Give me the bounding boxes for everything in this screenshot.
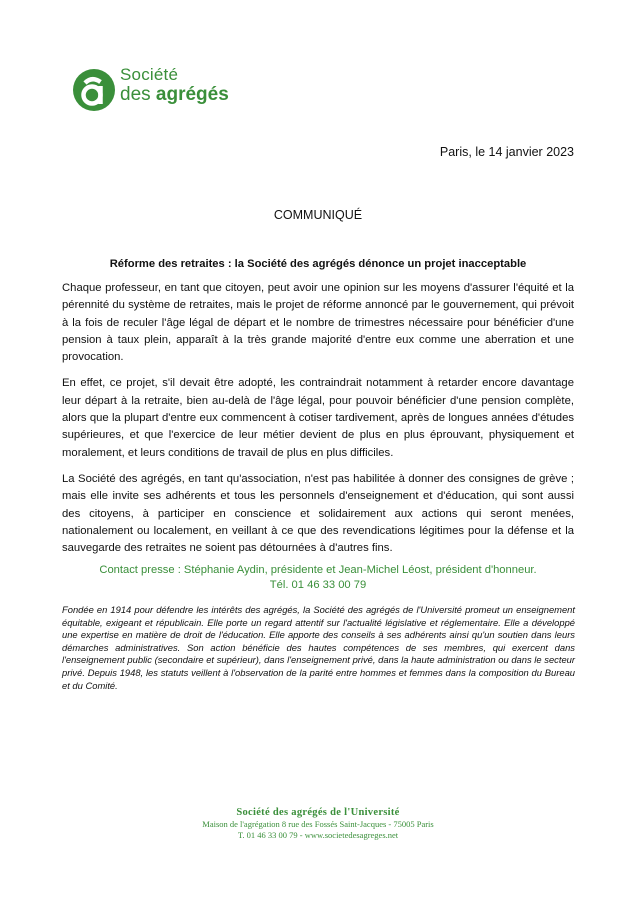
press-contact-phone: Tél. 01 46 33 00 79 <box>269 579 367 591</box>
logo-prefix: des <box>120 84 156 105</box>
body-paragraph-2: En effet, ce projet, s'il devait être adopté, les contraindrait notamment à retarder encore davantage leur départ à la retraite, bien au-delà de l'âge légal, pour pouvoir bénéficier d'une pension complète, alors que la plupart d'entre eux commencent à cotiser tardivement, après de longues années d'études supérieures, et que l'exercice de leur métier devient de plus en plus éprouvant, physiquement et moralement, et leurs conditions de travail de plus en plus difficiles. <box>62 377 574 459</box>
body-paragraph-3: La Société des agrégés, en tant qu'association, n'est pas habilitée à donner des consignes de grève ; mais elle invite ses adhérents et tous les personnels d'enseignement et d'éducation, qui sont aussi des citoyens, à participer en conscience et solidairement aux actions qui seront menées, nationalement ou localement, en veillant à ce que des revendications légitimes pour la défense et la sauvegarde des retraites ne soient pas détournées à d'autres fins. <box>62 472 574 555</box>
logo-line-2 <box>120 84 229 106</box>
footer-contact: T. 01 46 33 00 79 - www.societedesagreges.net <box>237 829 399 840</box>
logo-wordmark <box>120 66 229 106</box>
footer-address: Maison de l'agrégation 8 rue des Fossés Saint-Jacques - 75005 Paris <box>202 819 434 829</box>
press-contact <box>0 563 636 593</box>
logo-strong: agrégés <box>155 84 229 105</box>
press-contact-names: Contact presse : Stéphanie Aydin, présidente et Jean-Michel Léost, président d'honneur. <box>99 564 537 576</box>
body-text <box>62 280 574 566</box>
footer <box>0 807 636 840</box>
body-paragraph-1: Chaque professeur, en tant que citoyen, peut avoir une opinion sur les moyens d'assurer l'équité et la pérennité du système de retraites, mais le projet de réforme annoncé par le gouvernement, qui prévoit à la fois de reculer l'âge légal de départ et le nombre de trimestres nécessaire pour bénéficier d'une pension à taux plein, apparaît à la très grande majorité d'entre eux comme une aberration et une provocation. <box>62 282 574 364</box>
logo-line-1: Société <box>120 65 179 84</box>
footer-society-name: Société des agrégés de l'Université <box>236 807 400 818</box>
document-heading: COMMUNIQUÉ <box>273 208 363 222</box>
document-date: Paris, le 14 janvier 2023 <box>439 145 574 159</box>
logo-a-mark-icon <box>72 68 116 112</box>
about-society: Fondée en 1914 pour défendre les intérêts des agrégés, la Société des agrégés de l'Université promeut un enseignement équitable, exigeant et républicain. Elle porte un regard attentif sur l'actualité législative et réglementaire. Elle a développé une expertise en matière de droit de l'éducation. Elle apporte des conseils à ses adhérents ainsi qu'un soutien dans leurs démarches administratives. Son action bénéficie des hautes compétences de ses membres, qui exercent dans l'enseignement public (secondaire et supérieur), dans l'enseignement privé, dans la haute administration ou dans le secteur privé. Depuis 1948, les statuts veillent à l'observation de la parité entre hommes et femmes dans la composition du Bureau et du Comité. <box>62 604 575 691</box>
press-release-headline: Réforme des retraites : la Société des agrégés dénonce un projet inacceptable <box>109 258 527 270</box>
society-logo <box>72 64 242 114</box>
